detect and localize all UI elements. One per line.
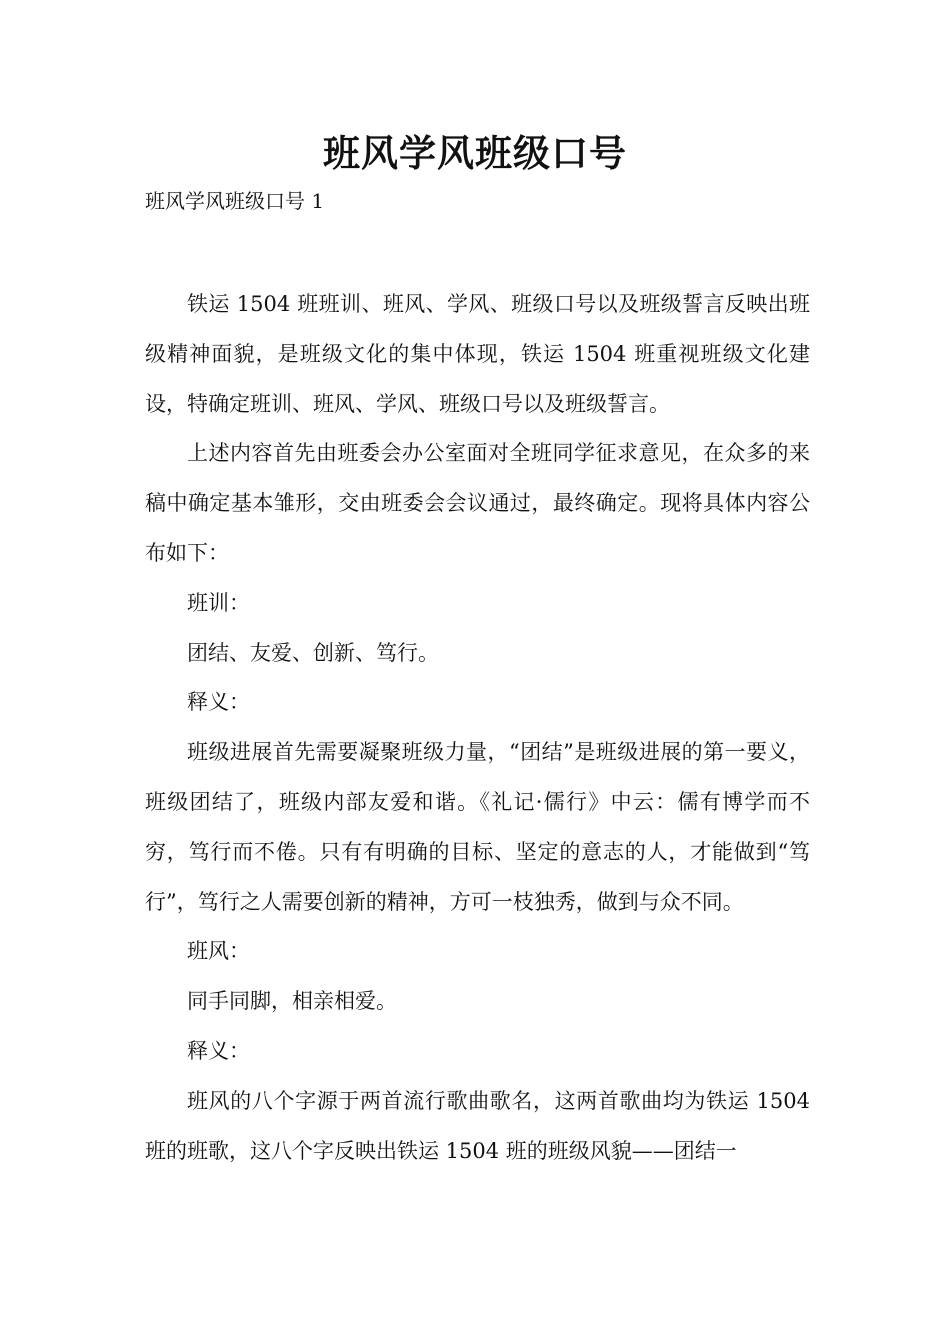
paragraph-intro: 铁运 1504 班班训、班风、学风、班级口号以及班级誓言反映出班级精神面貌，是班级文化的集中体现，铁运 1504 班重视班级文化建设，特确定班训、班风、学风、班级口号以及班级誓言。 <box>145 292 810 416</box>
document-subtitle: 班风学风班级口号 1 <box>145 189 325 213</box>
paragraph-process: 上述内容首先由班委会办公室面对全班同学征求意见，在众多的来稿中确定基本雏形，交由班委会会议通过，最终确定。现将具体内容公布如下： <box>145 441 810 565</box>
paragraph-style-explanation: 班风的八个字源于两首流行歌曲歌名，这两首歌曲均为铁运 1504 班的班歌，这八个字反映出铁运 1504 班的班级风貌——团结一 <box>145 1088 810 1163</box>
class-motto-text: 团结、友爱、创新、笃行。 <box>187 640 439 665</box>
paragraph-motto-explanation: 班级进展首先需要凝聚班级力量，“团结”是班级进展的第一要义，班级团结了，班级内部友爱和谐。《礼记·儒行》中云：儒有博学而不穷，笃行而不倦。只有有明确的目标、坚定的意志的人，才能做到“笃行”，笃行之人需要创新的精神，方可一枝独秀，做到与众不同。 <box>145 740 810 914</box>
heading-explanation-2: 释义： <box>187 1038 250 1063</box>
heading-explanation: 释义： <box>187 690 250 715</box>
heading-class-style: 班风： <box>187 939 250 964</box>
class-style-text: 同手同脚，相亲相爱。 <box>187 989 397 1014</box>
document-title: 班风学风班级口号 <box>323 132 627 175</box>
heading-class-motto: 班训： <box>187 590 250 615</box>
document-body <box>145 280 810 1176</box>
